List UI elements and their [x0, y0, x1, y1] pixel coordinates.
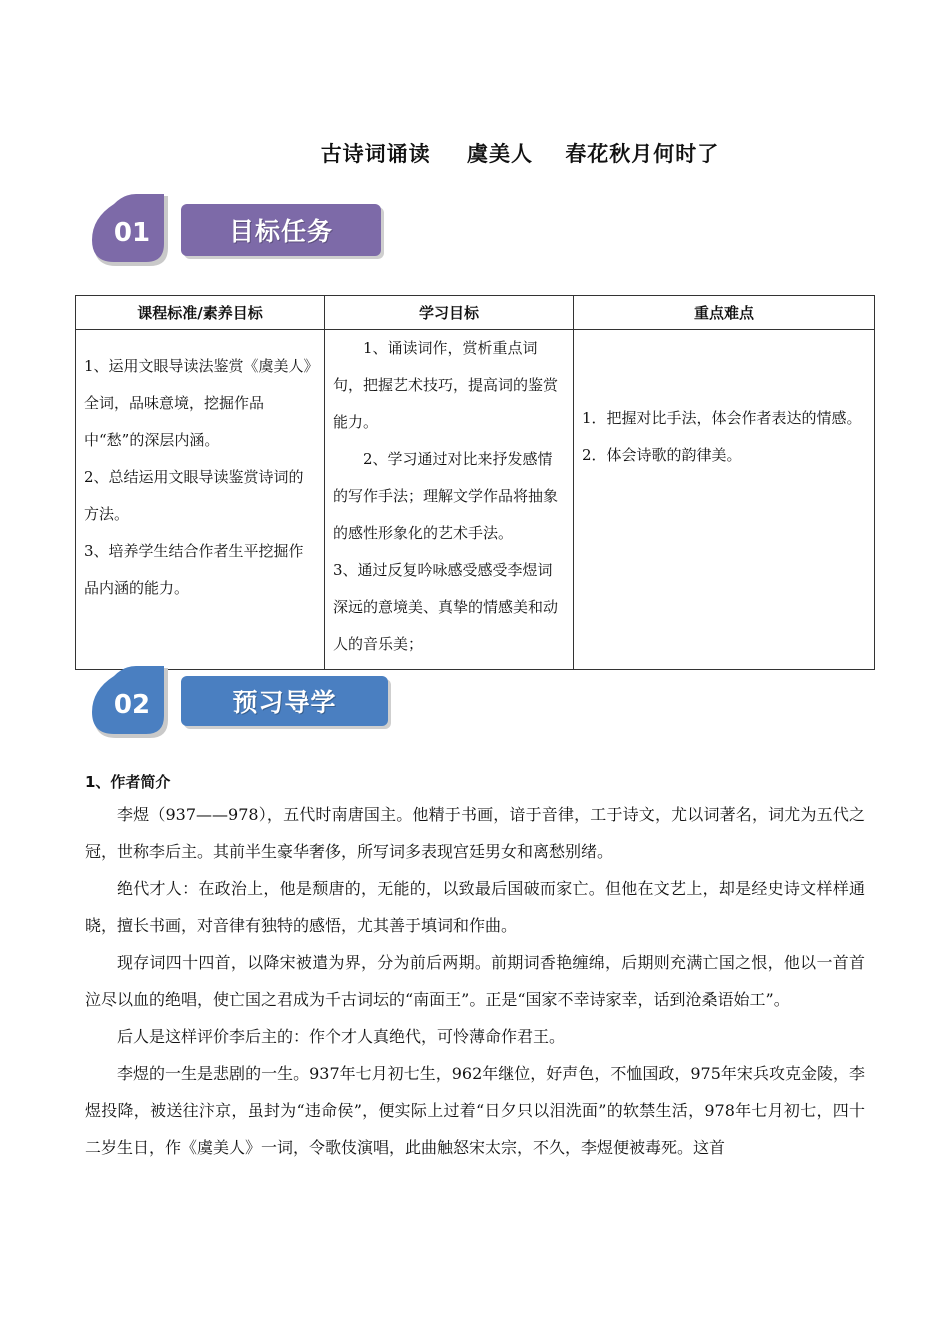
paragraph: 李煜的一生是悲剧的一生。937年七月初七生，962年继位，好声色，不恤国政，975年宋兵攻克金陵，李煜投降，被送往汴京，虽封为“违命侯”，便实际上过着“日夕只以泪洗面”的软禁生活，978年七月初七，四十二岁生日，作《虞美人》一词，令歌伎演唱，此曲触怒宋太宗，不久，李煜便被毒死。这首	[85, 1064, 865, 1157]
section-heading: 1、作者简介	[85, 773, 171, 791]
table-row	[76, 330, 875, 670]
header-standards: 课程标准/素养目标	[76, 296, 325, 330]
author-intro	[85, 768, 865, 1166]
title-part-3: 春花秋月何时了	[565, 142, 720, 166]
page-title	[0, 138, 950, 168]
section-2-badge-icon	[88, 664, 174, 744]
paragraph: 绝代才人：在政治上，他是颓唐的，无能的，以致最后国破而家亡。但他在文艺上，却是经史诗文样样通晓，擅长书画，对音律有独特的感悟，尤其善于填词和作曲。	[85, 879, 865, 935]
paragraph: 现存词四十四首，以降宋被遣为界，分为前后两期。前期词香艳缠绵，后期则充满亡国之恨，他以一首首泣尽以血的绝唱，使亡国之君成为千古词坛的“南面王”。正是“国家不幸诗家幸，话到沧桑语始工”。	[85, 953, 865, 1009]
section-1-badge-icon	[88, 192, 174, 272]
title-part-1: 古诗词诵读	[320, 142, 431, 166]
section-1-number: 01	[113, 218, 151, 248]
paragraph: 后人是这样评价李后主的：作个才人真绝代，可怜薄命作君王。	[117, 1027, 566, 1046]
section-1-label: 目标任务	[181, 204, 381, 256]
section-2-number: 02	[113, 690, 151, 720]
goals-table	[75, 295, 875, 670]
list-item: 3、通过反复吟咏感受感受李煜词深远的意境美、真挚的情感美和动人的音乐美；	[333, 561, 559, 653]
title-part-2: 虞美人	[467, 142, 533, 166]
table-header-row	[76, 296, 875, 330]
list-item: 2、总结运用文眼导读鉴赏诗词的方法。	[84, 468, 304, 523]
cell-key-points	[574, 330, 875, 670]
list-item: 1、诵读词作，赏析重点词句，把握艺术技巧，提高词的鉴赏能力。	[333, 339, 559, 431]
list-item: 3、培养学生结合作者生平挖掘作品内涵的能力。	[84, 542, 304, 597]
section-2-label: 预习导学	[181, 676, 388, 726]
list-item: 2、学习通过对比来抒发感情的写作手法；理解文学作品将抽象的感性形象化的艺术手法。	[333, 450, 559, 542]
list-item: 2．体会诗歌的韵律美。	[582, 446, 742, 464]
list-item: 1．把握对比手法，体会作者表达的情感。	[582, 409, 862, 427]
list-item: 1、运用文眼导读法鉴赏《虞美人》全词，品味意境，挖掘作品中“愁”的深层内涵。	[84, 357, 312, 449]
paragraph: 李煜（937——978），五代时南唐国主。他精于书画，谙于音律，工于诗文，尤以词著名，词尤为五代之冠，世称李后主。其前半生豪华奢侈，所写词多表现宫廷男女和离愁别绪。	[85, 805, 865, 861]
cell-learning-goals	[325, 330, 574, 670]
cell-standards	[76, 330, 325, 670]
header-learning-goals: 学习目标	[325, 296, 574, 330]
header-key-points: 重点难点	[574, 296, 875, 330]
